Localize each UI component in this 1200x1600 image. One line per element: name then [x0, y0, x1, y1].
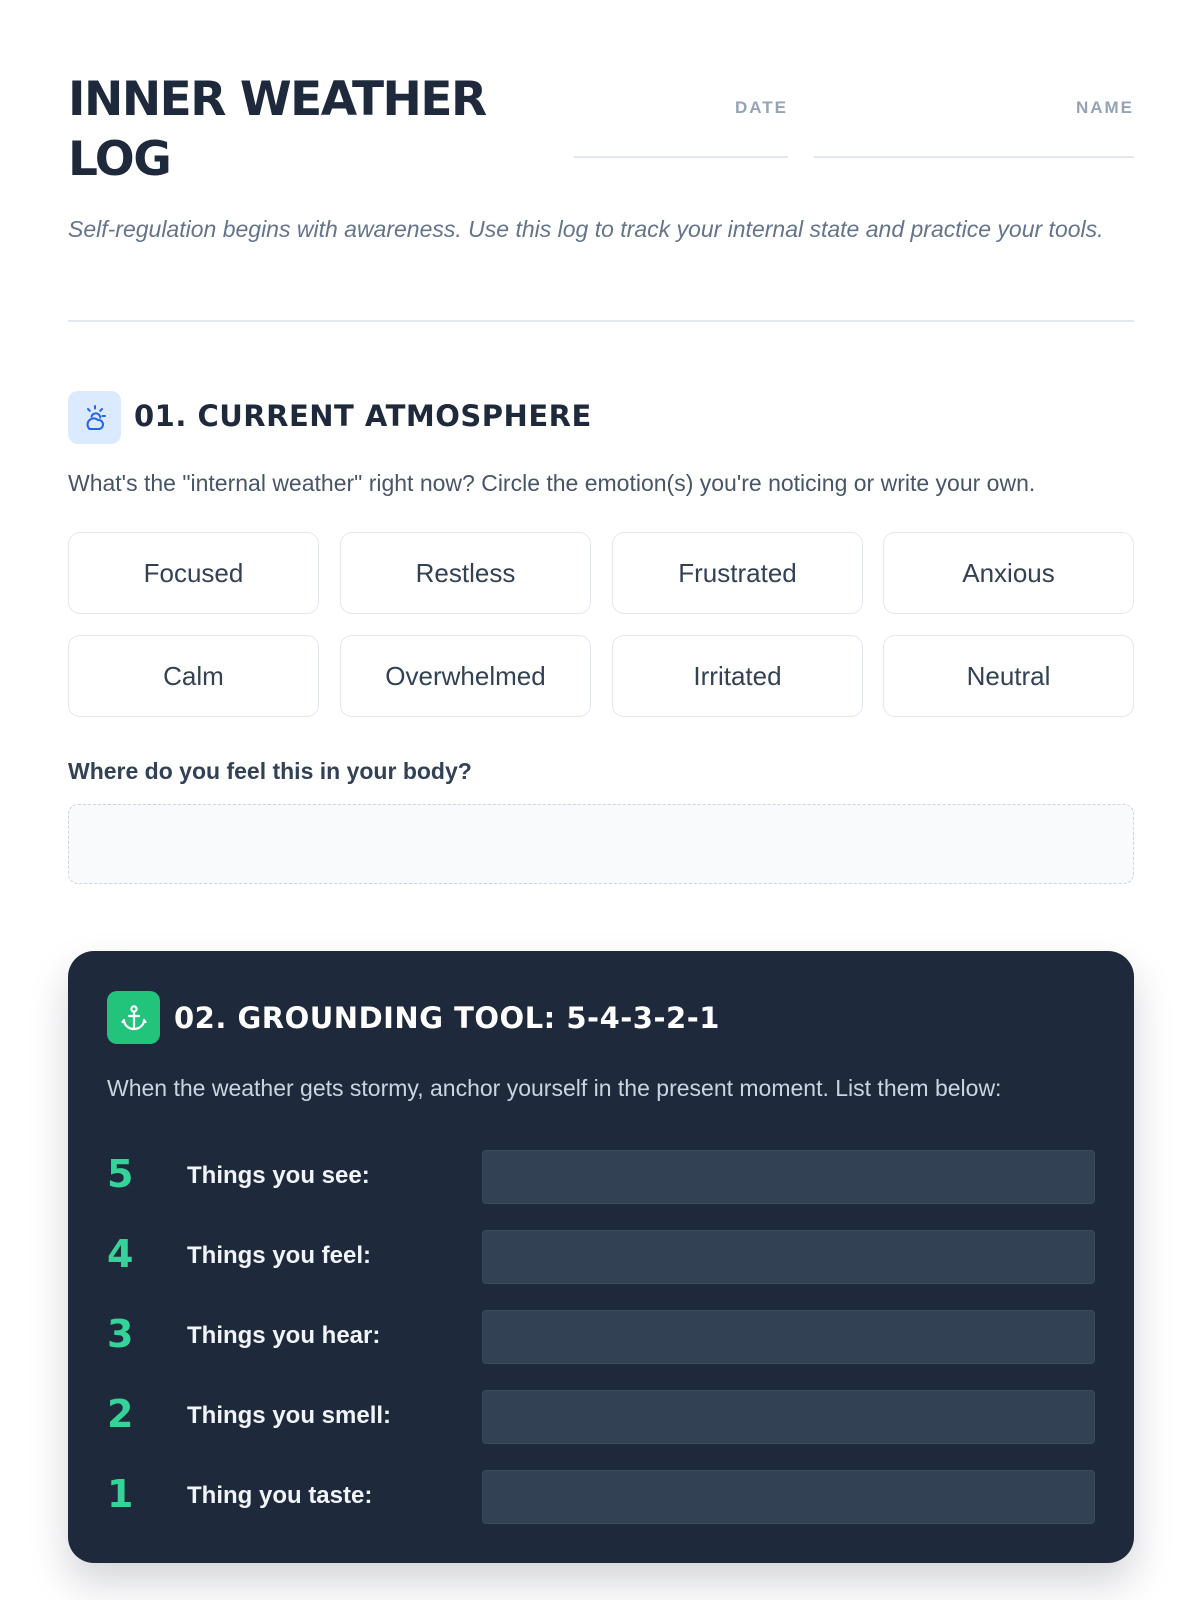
row-input[interactable] [482, 1390, 1095, 1444]
row-label: Things you see: [187, 1162, 370, 1189]
name-label: NAME [1075, 98, 1134, 117]
row-input[interactable] [482, 1310, 1095, 1364]
emotion-chip[interactable]: Restless [340, 532, 591, 614]
section-atmosphere-title: 01. CURRENT ATMOSPHERE [134, 399, 592, 433]
section-grounding-header [107, 991, 1097, 1045]
row-label: Things you feel: [187, 1242, 372, 1269]
date-underline[interactable] [574, 156, 788, 158]
header [68, 66, 1134, 186]
row-input[interactable] [482, 1230, 1095, 1284]
name-field[interactable] [814, 98, 1134, 118]
grounding-prompt: When the weather gets stormy, anchor yourself in the present moment. List them below: [107, 1075, 1002, 1101]
atmosphere-prompt: What's the "internal weather" right now? Circle the emotion(s) you're noticing or write your own. [68, 470, 1036, 496]
grounding-row [107, 1150, 1095, 1204]
date-label: DATE [734, 98, 788, 117]
row-number: 5 [107, 1152, 134, 1196]
body-location-input[interactable] [68, 804, 1134, 884]
grounding-panel [68, 951, 1134, 1563]
grounding-row [107, 1470, 1095, 1524]
emotion-chip[interactable]: Anxious [883, 532, 1134, 614]
body-location-label: Where do you feel this in your body? [68, 758, 472, 784]
grounding-row [107, 1310, 1095, 1364]
section-grounding-title: 02. GROUNDING TOOL: 5-4-3-2-1 [174, 1001, 720, 1035]
row-label: Thing you taste: [187, 1482, 373, 1509]
emotion-chip[interactable]: Frustrated [612, 532, 863, 614]
emotion-chip[interactable]: Neutral [883, 635, 1134, 717]
row-input[interactable] [482, 1470, 1095, 1524]
cloud-sun-icon [68, 391, 121, 444]
row-label: Things you hear: [187, 1322, 381, 1349]
emotion-chip[interactable]: Irritated [612, 635, 863, 717]
row-number: 1 [107, 1472, 134, 1516]
emotion-chip[interactable]: Overwhelmed [340, 635, 591, 717]
row-number: 3 [107, 1312, 134, 1356]
date-field[interactable] [574, 98, 788, 118]
row-input[interactable] [482, 1150, 1095, 1204]
row-number: 2 [107, 1392, 134, 1436]
name-underline[interactable] [814, 156, 1134, 158]
row-label: Things you smell: [187, 1402, 392, 1429]
emotion-chip[interactable]: Focused [68, 532, 319, 614]
anchor-icon [107, 991, 160, 1044]
emotion-chip[interactable]: Calm [68, 635, 319, 717]
grounding-row [107, 1390, 1095, 1444]
row-number: 4 [107, 1232, 134, 1276]
divider [68, 320, 1134, 322]
intro-text: Self-regulation begins with awareness. Use this log to track your internal state and practice your tools. [68, 216, 1104, 242]
page-title: INNER WEATHER LOG [68, 72, 486, 187]
grounding-row [107, 1230, 1095, 1284]
section-atmosphere-header [68, 391, 1134, 445]
